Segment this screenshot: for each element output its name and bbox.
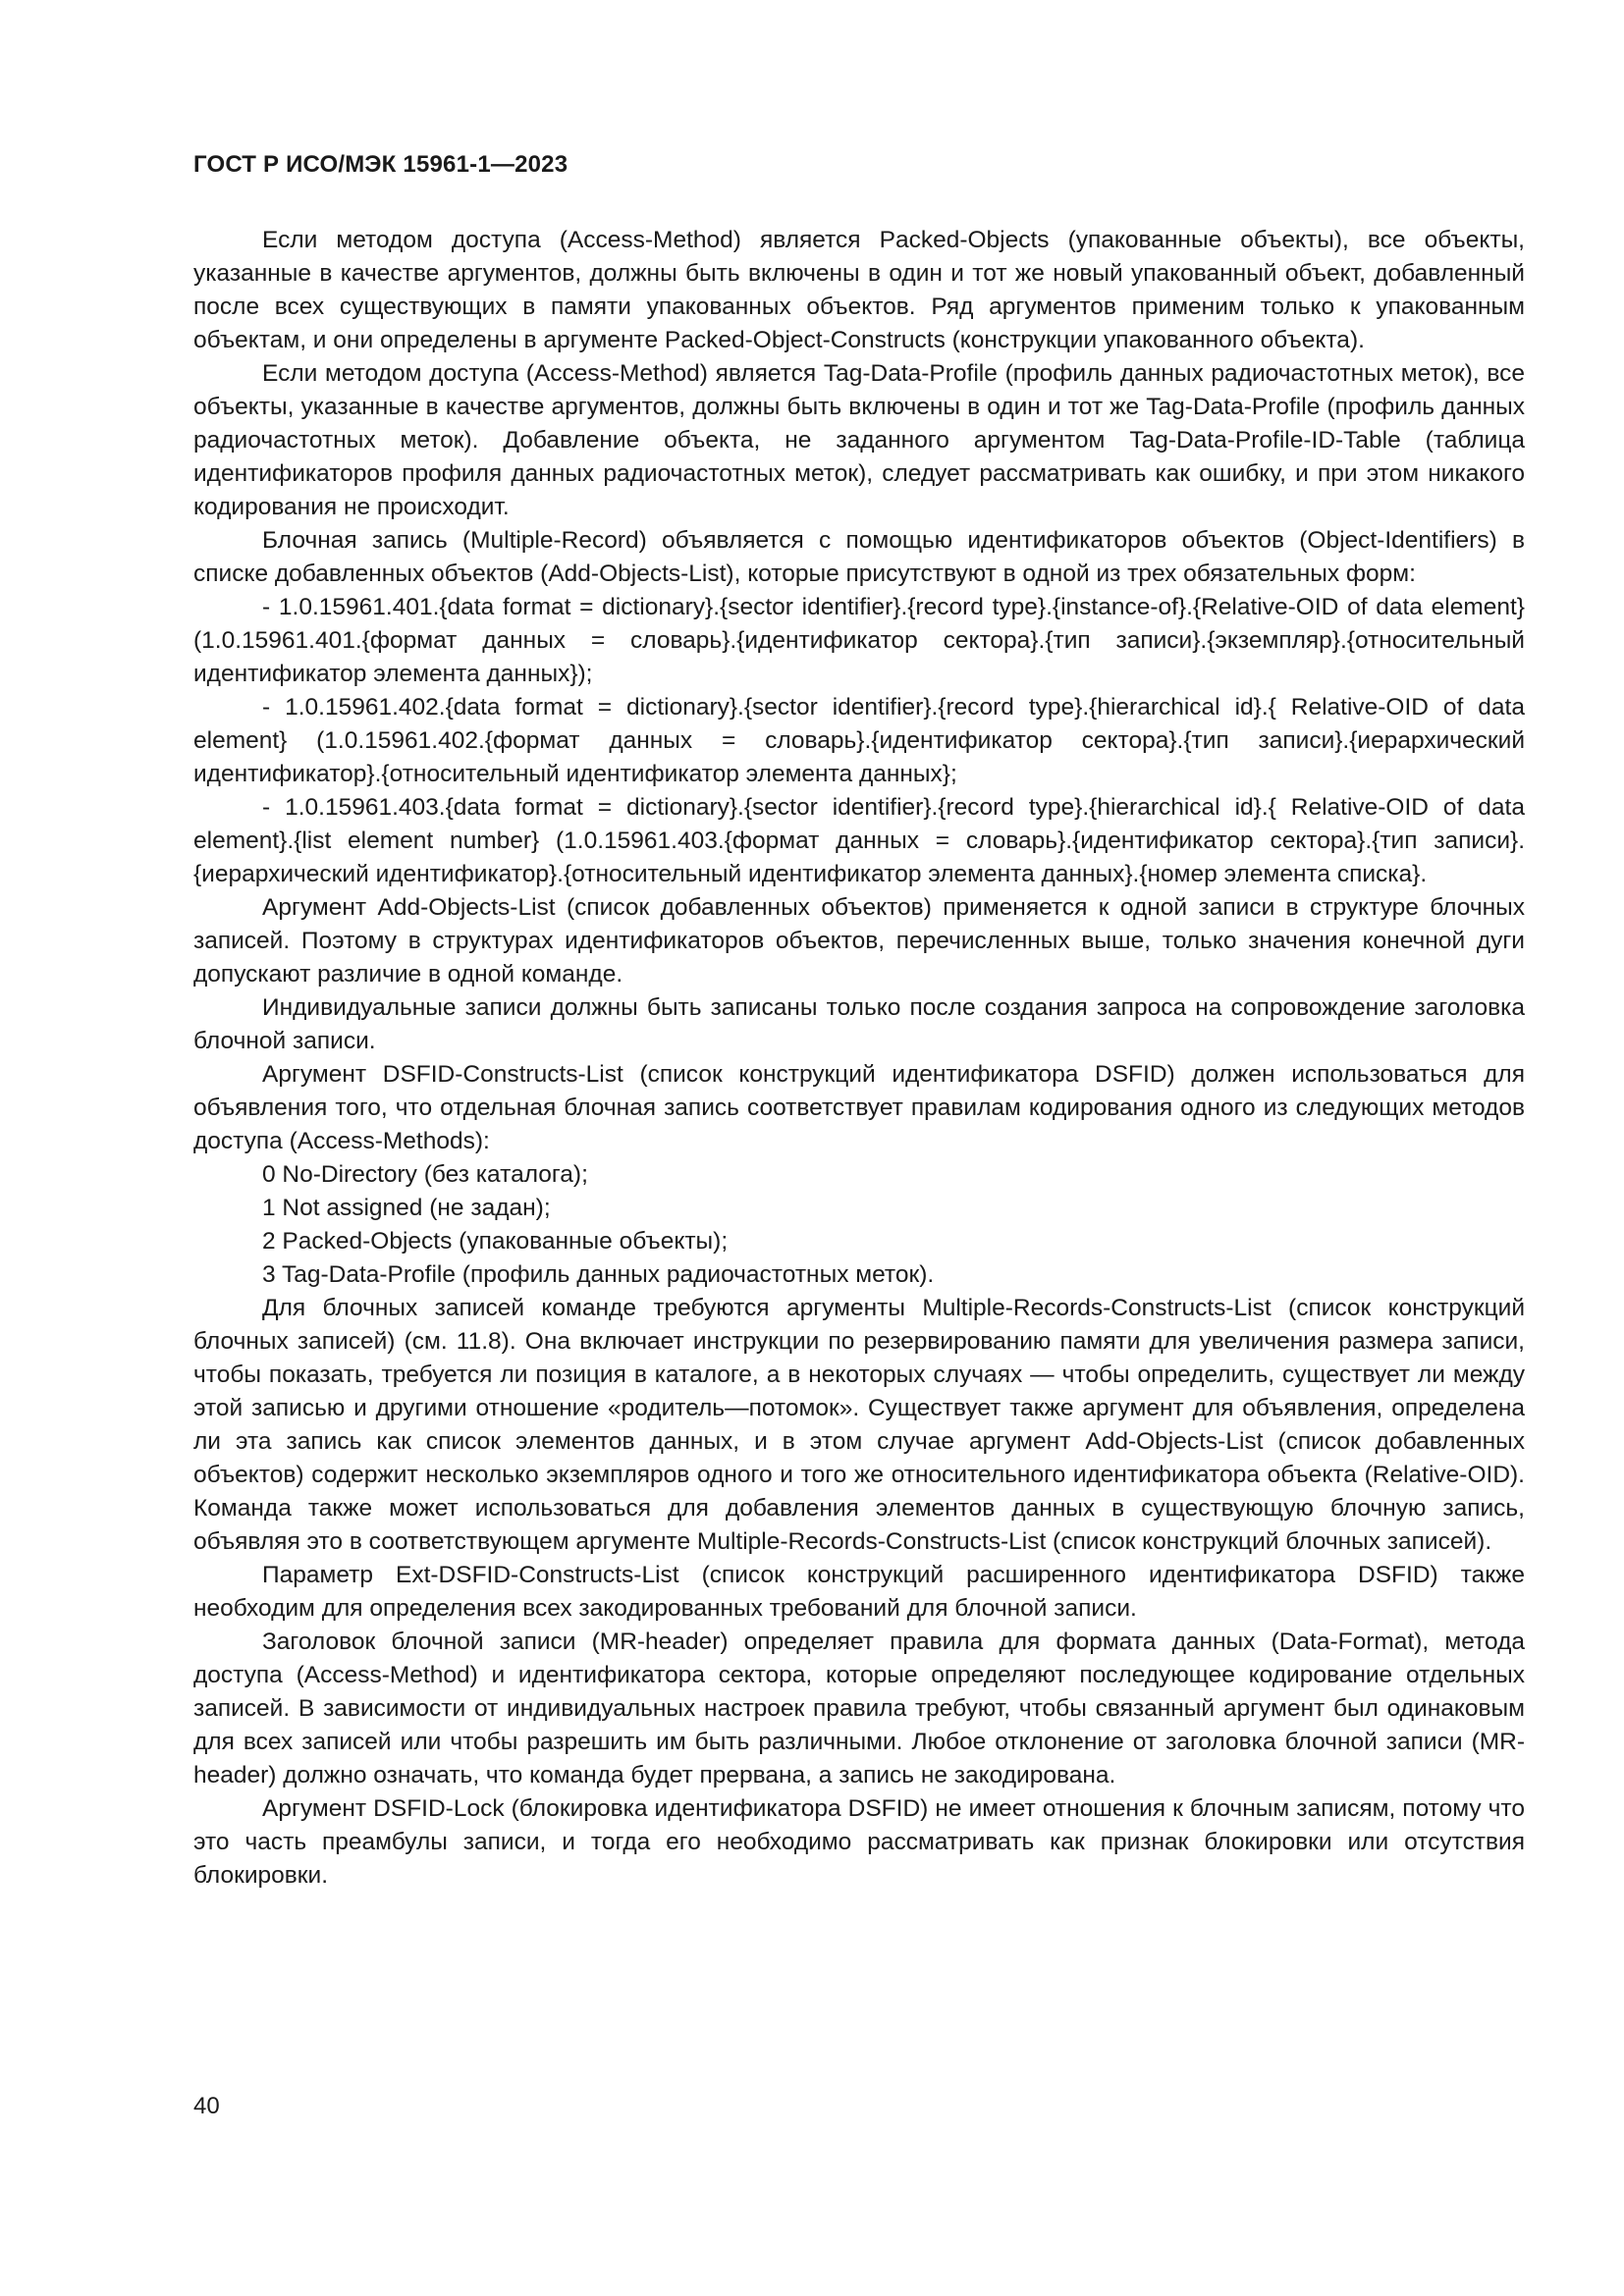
paragraph: - 1.0.15961.401.{data format = dictionary}.{sector identifier}.{record type}.{instance-of}.{Relative-OID of data element} (1.0.15961.401.{формат данных = словарь}.{идентификатор сектора}.{тип записи}.{экземпляр}.{относительный идентификатор элемента данных}); xyxy=(193,594,1525,687)
list-item: 2 Packed-Objects (упакованные объекты); xyxy=(262,1228,729,1255)
paragraph: Заголовок блочной записи (MR-header) определяет правила для формата данных (Data-Format), метода доступа (Access-Method) и идентификатора сектора, которые определяют последующее кодирование отдельных записей. В зависимости от индивидуальных настроек правила требуют, чтобы связанный аргумент был одинаковым для всех записей или чтобы разрешить им быть различными. Любое отклонение от заголовка блочной записи (MR-header) должно означать, что команда будет прервана, а запись не закодирована. xyxy=(193,1629,1525,1789)
paragraph: Если методом доступа (Access-Method) является Packed-Objects (упакованные объекты), все объекты, указанные в качестве аргументов, должны быть включены в один и тот же новый упакованный объект, добавленный после всех существующих в памяти упакованных объектов. Ряд аргументов применим только к упакованным объектам, и они определены в аргументе Packed-Object-Constructs (конструкции упакованного объекта). xyxy=(193,227,1525,353)
paragraph: Аргумент Add-Objects-List (список добавленных объектов) применяется к одной записи в структуре блочных записей. Поэтому в структурах идентификаторов объектов, перечисленных выше, только значения конечной дуги допускают различие в одной команде. xyxy=(193,894,1525,988)
paragraph: - 1.0.15961.403.{data format = dictionary}.{sector identifier}.{record type}.{hierarchical id}.{ Relative-OID of data element}.{list element number} (1.0.15961.403.{формат данных = словарь}.{идентификатор сектора}.{тип записи}.{иерархический идентификатор}.{относительный идентификатор элемента данных}.{номер элемента списка}. xyxy=(193,794,1525,887)
body-text xyxy=(193,224,1525,1893)
paragraph: Параметр Ext-DSFID-Constructs-List (список конструкций расширенного идентификатора DSFID) также необходим для определения всех закодированных требований для блочной записи. xyxy=(193,1562,1525,1622)
paragraph: Блочная запись (Multiple-Record) объявляется с помощью идентификаторов объектов (Object-Identifiers) в списке добавленных объектов (Add-Objects-List), которые присутствуют в одной из трех обязательных форм: xyxy=(193,527,1525,587)
paragraph: Аргумент DSFID-Lock (блокировка идентификатора DSFID) не имеет отношения к блочным записям, потому что это часть преамбулы записи, и тогда его необходимо рассматривать как признак блокировки или отсутствия блокировки. xyxy=(193,1795,1525,1889)
paragraph: Если методом доступа (Access-Method) является Tag-Data-Profile (профиль данных радиочастотных меток), все объекты, указанные в качестве аргументов, должны быть включены в один и тот же Tag-Data-Profile (профиль данных радиочастотных меток). Добавление объекта, не заданного аргументом Tag-Data-Profile-ID-Table (таблица идентификаторов профиля данных радиочастотных меток), следует рассматривать как ошибку, и при этом никакого кодирования не происходит. xyxy=(193,360,1525,520)
standard-id-header: ГОСТ Р ИСО/МЭК 15961-1—2023 xyxy=(193,151,568,178)
paragraph: - 1.0.15961.402.{data format = dictionary}.{sector identifier}.{record type}.{hierarchical id}.{ Relative-OID of data element} (1.0.15961.402.{формат данных = словарь}.{идентификатор сектора}.{тип записи}.{иерархический идентификатор}.{относительный идентификатор элемента данных}; xyxy=(193,694,1525,787)
list-item: 1 Not assigned (не задан); xyxy=(262,1195,551,1221)
paragraph: Аргумент DSFID-Constructs-List (список конструкций идентификатора DSFID) должен использоваться для объявления того, что отдельная блочная запись соответствует правилам кодирования одного из следующих методов доступа (Access-Methods): xyxy=(193,1061,1525,1154)
list-item: 3 Tag-Data-Profile (профиль данных радиочастотных меток). xyxy=(262,1261,935,1288)
page-number: 40 xyxy=(193,2093,220,2119)
paragraph: Для блочных записей команде требуются аргументы Multiple-Records-Constructs-List (список конструкций блочных записей) (см. 11.8). Она включает инструкции по резервированию памяти для увеличения размера записи, чтобы показать, требуется ли позиция в каталоге, а в некоторых случаях — чтобы определить, существует ли между этой записью и другими отношение «родитель—потомок». Существует также аргумент для объявления, определена ли эта запись как список элементов данных, и в этом случае аргумент Add-Objects-List (список добавленных объектов) содержит несколько экземпляров одного и того же относительного идентификатора объекта (Relative-OID). Команда также может использоваться для добавления элементов данных в существующую блочную запись, объявляя это в соответствующем аргументе Multiple-Records-Constructs-List (список конструкций блочных записей). xyxy=(193,1295,1525,1555)
list-item: 0 No-Directory (без каталога); xyxy=(262,1161,588,1188)
paragraph: Индивидуальные записи должны быть записаны только после создания запроса на сопровождение заголовка блочной записи. xyxy=(193,994,1525,1054)
